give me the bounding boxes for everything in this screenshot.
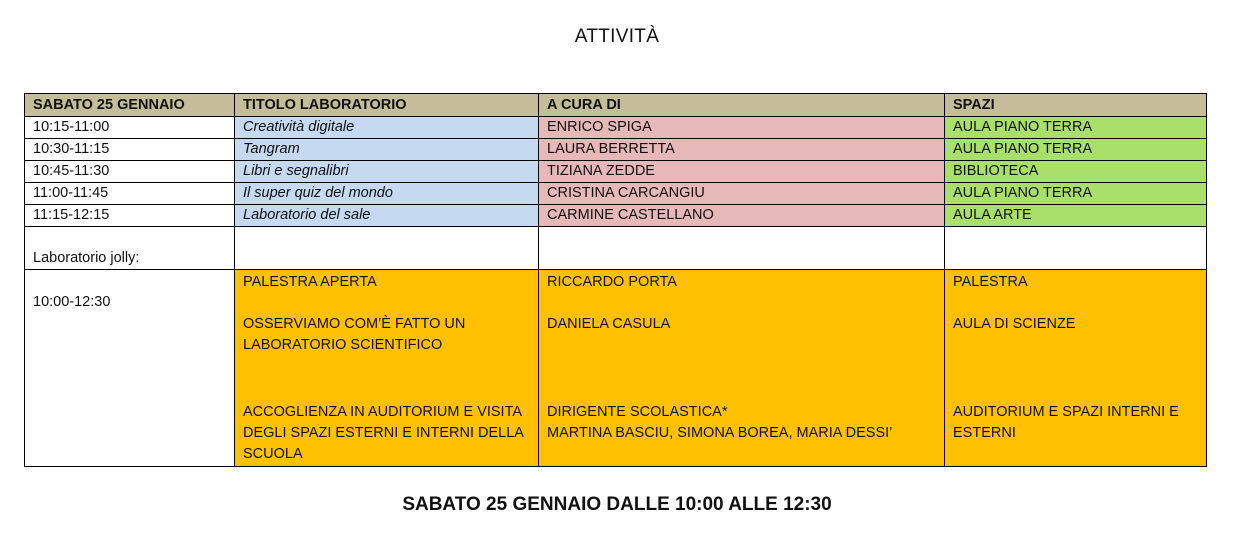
time-cell: 10:15-11:00 [25,117,235,139]
special-curator-cell [539,270,945,467]
special-title: ACCOGLIENZA IN AUDITORIUM E VISITA DEGLI SPAZI ESTERNI E INTERNI DELLA SCUOLA [243,404,524,462]
spacer [547,293,936,314]
header-row [25,94,1207,117]
spacer [953,293,1198,314]
spacer [243,356,530,402]
table-row [25,139,1207,161]
jolly-row [25,227,1207,270]
special-curator: MARTINA BASCIU, SIMONA BOREA, MARIA DESSI’ [547,425,893,441]
title-cell: Il super quiz del mondo [235,183,539,205]
curator-cell: LAURA BERRETTA [539,139,945,161]
time-cell: 11:15-12:15 [25,205,235,227]
special-curator: RICCARDO PORTA [547,274,677,290]
space-cell: AULA PIANO TERRA [945,183,1207,205]
curator-cell: CARMINE CASTELLANO [539,205,945,227]
special-curator: DANIELA CASULA [547,316,671,332]
schedule-table [24,93,1207,467]
special-space: PALESTRA [953,274,1028,290]
special-row [25,270,1207,467]
curator-cell: CRISTINA CARCANGIU [539,183,945,205]
special-space: AUDITORIUM E SPAZI INTERNI E ESTERNI [953,404,1179,441]
title-cell: Laboratorio del sale [235,205,539,227]
space-cell: AULA PIANO TERRA [945,139,1207,161]
space-cell: AULA PIANO TERRA [945,117,1207,139]
spacer [547,335,936,402]
space-cell: AULA ARTE [945,205,1207,227]
special-space: AULA DI SCIENZE [953,316,1076,332]
empty-cell [945,227,1207,270]
table-row [25,183,1207,205]
special-time-cell [25,270,235,467]
time-cell: 11:00-11:45 [25,183,235,205]
header-title: TITOLO LABORATORIO [235,94,539,117]
table-row [25,117,1207,139]
special-time: 10:00-12:30 [33,294,111,310]
page-title: ATTIVITÀ [574,26,660,47]
title-cell: Libri e segnalibri [235,161,539,183]
jolly-label: Laboratorio jolly: [25,227,235,270]
empty-cell [235,227,539,270]
special-title: OSSERVIAMO COM’È FATTO UN LABORATORIO SCIENTIFICO [243,316,466,353]
empty-cell [539,227,945,270]
spacer [243,293,530,314]
header-date: SABATO 25 GENNAIO [25,94,235,117]
special-title: PALESTRA APERTA [243,274,377,290]
curator-cell: ENRICO SPIGA [539,117,945,139]
title-cell: Tangram [235,139,539,161]
space-cell: BIBLIOTECA [945,161,1207,183]
curator-cell: TIZIANA ZEDDE [539,161,945,183]
table-row [25,161,1207,183]
table-row [25,205,1207,227]
special-space-cell [945,270,1207,467]
spacer [953,335,1198,402]
time-cell: 10:30-11:15 [25,139,235,161]
special-title-cell [235,270,539,467]
special-curator: DIRIGENTE SCOLASTICA* [547,404,728,420]
header-space: SPAZI [945,94,1207,117]
footer-title: SABATO 25 GENNAIO DALLE 10:00 ALLE 12:30 [402,494,832,515]
title-cell: Creatività digitale [235,117,539,139]
time-cell: 10:45-11:30 [25,161,235,183]
header-curator: A CURA DI [539,94,945,117]
